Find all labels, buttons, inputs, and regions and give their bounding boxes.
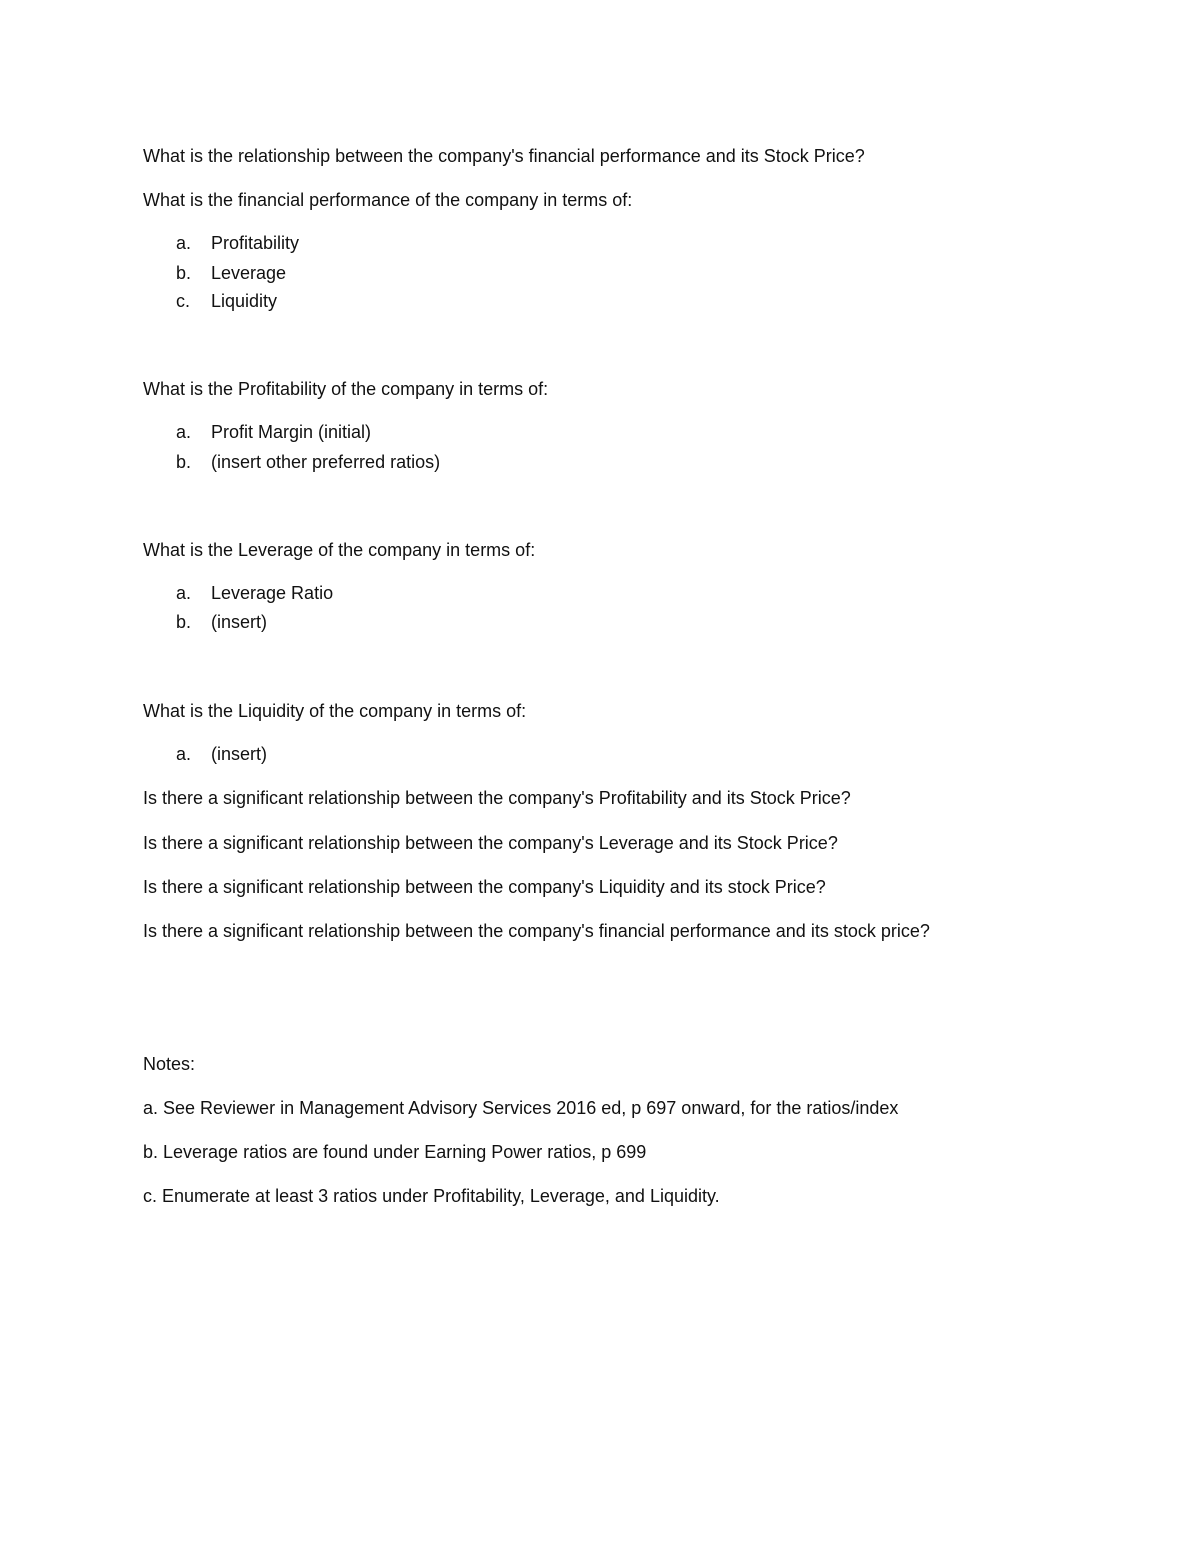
list-marker: b.	[176, 263, 192, 283]
note-item: c. Enumerate at least 3 ratios under Profitability, Leverage, and Liquidity.	[143, 1186, 720, 1206]
list-marker: a.	[176, 422, 192, 442]
list-item-text: Liquidity	[211, 291, 278, 311]
list-item	[176, 232, 299, 254]
list-item	[176, 451, 440, 473]
list-item	[176, 421, 371, 443]
significance-question: Is there a significant relationship between the company's financial performance and its stock price?	[143, 921, 930, 941]
list-item-text: Leverage Ratio	[211, 583, 334, 603]
financial-performance-question: What is the financial performance of the company in terms of:	[143, 190, 633, 210]
list-marker: c.	[176, 291, 191, 311]
list-item-text: Profitability	[211, 233, 300, 253]
list-marker: a.	[176, 583, 192, 603]
significance-question: Is there a significant relationship between the company's Profitability and its Stock Price?	[143, 788, 851, 808]
list-marker: a.	[176, 233, 192, 253]
list-item	[176, 582, 333, 604]
note-item: a. See Reviewer in Management Advisory Services 2016 ed, p 697 onward, for the ratios/index	[143, 1098, 899, 1118]
note-item: b. Leverage ratios are found under Earning Power ratios, p 699	[143, 1142, 647, 1162]
list-marker: b.	[176, 612, 192, 632]
list-item	[176, 743, 267, 765]
leverage-question: What is the Leverage of the company in terms of:	[143, 540, 536, 560]
list-item-text: (insert)	[211, 612, 268, 632]
list-item-text: (insert)	[211, 744, 268, 764]
list-item	[176, 262, 286, 284]
list-item-text: (insert other preferred ratios)	[211, 452, 441, 472]
list-item	[176, 290, 277, 312]
list-marker: a.	[176, 744, 192, 764]
profitability-question: What is the Profitability of the company in terms of:	[143, 379, 549, 399]
list-item	[176, 611, 267, 633]
list-marker: b.	[176, 452, 192, 472]
significance-question: Is there a significant relationship between the company's Liquidity and its stock Price?	[143, 877, 826, 897]
significance-question: Is there a significant relationship between the company's Leverage and its Stock Price?	[143, 833, 838, 853]
list-item-text: Profit Margin (initial)	[211, 422, 372, 442]
liquidity-question: What is the Liquidity of the company in terms of:	[143, 701, 527, 721]
list-item-text: Leverage	[211, 263, 287, 283]
main-question: What is the relationship between the company's financial performance and its Stock Price?	[143, 146, 865, 166]
notes-heading: Notes:	[143, 1054, 196, 1074]
